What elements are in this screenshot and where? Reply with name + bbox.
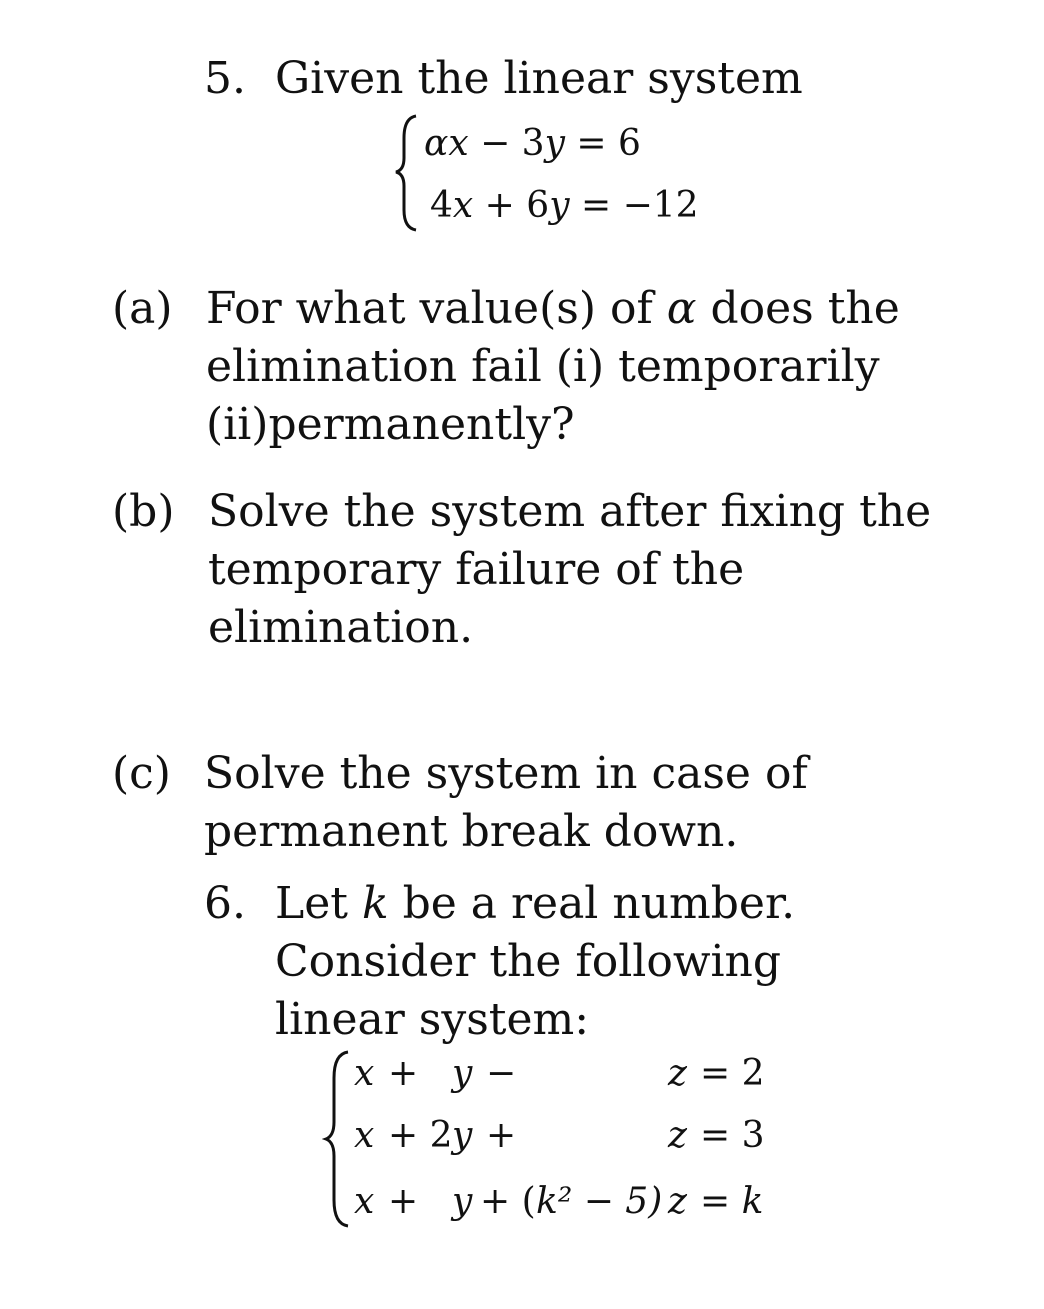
var-x: x (452, 185, 474, 226)
var-z: z (668, 1053, 687, 1094)
problem-6-number: 6. (204, 878, 246, 929)
op-plus: + (388, 1181, 419, 1222)
var-y: y (549, 185, 570, 226)
part-c-label: (c) (112, 748, 171, 799)
eq2-middle: + 6 (473, 185, 550, 226)
op-plus-paren: + ( (480, 1181, 536, 1222)
system5-equation-2 (430, 184, 699, 228)
var-z: z (668, 1115, 687, 1156)
system5-equation-1 (424, 122, 641, 166)
problem-6-line-1 (275, 875, 795, 933)
part-b-line-1: Solve the system after fixing the (208, 486, 932, 537)
part-b-label: (b) (112, 486, 175, 537)
var-y: y (452, 1115, 473, 1156)
op-plus: + (486, 1115, 517, 1156)
part-c-line-2: permanent break down. (204, 806, 739, 857)
op-minus: − (486, 1053, 517, 1094)
problem-5-number: 5. (204, 53, 246, 104)
var-x: x (354, 1053, 375, 1094)
problem-5-intro: Given the linear system (275, 53, 803, 104)
problem-6-text: Let (275, 878, 362, 929)
rhs: = 2 (700, 1053, 765, 1094)
var-x: x (354, 1115, 375, 1156)
part-a-line-3: (ii)permanently? (206, 399, 575, 450)
alpha-symbol: α (424, 123, 449, 164)
part-a-text-end: does the (696, 283, 900, 334)
left-brace-icon (322, 1048, 352, 1230)
var-y: y (452, 1053, 473, 1094)
var-y: y (452, 1181, 473, 1222)
eq2-rhs: = −12 (569, 185, 699, 226)
op-plus-coef: + 2 (388, 1115, 453, 1156)
k-squared-term: k² − 5) (536, 1181, 663, 1222)
part-b-line-2: temporary failure of the (208, 544, 745, 595)
left-brace-icon (392, 110, 422, 234)
eq2-coef: 4 (430, 185, 453, 226)
alpha-symbol: α (666, 283, 697, 334)
rhs: = k (700, 1181, 764, 1222)
eq1-middle: − 3 (468, 123, 545, 164)
var-z: z (668, 1181, 687, 1222)
var-k: k (361, 878, 389, 929)
part-a-text: For what value(s) of (206, 283, 667, 334)
var-y: y (544, 123, 565, 164)
problem-6-line-3: linear system: (275, 994, 590, 1045)
problem-6-line-2: Consider the following (275, 936, 782, 987)
part-a-label: (a) (112, 283, 173, 334)
op-plus: + (388, 1053, 419, 1094)
rhs: = 3 (700, 1115, 765, 1156)
part-a-line-1 (206, 280, 900, 338)
part-b-line-3: elimination. (208, 602, 474, 653)
problem-6-text-end: be a real number. (388, 878, 796, 929)
part-a-line-2: elimination fail (i) temporarily (206, 341, 880, 392)
var-x: x (448, 123, 469, 164)
var-x: x (354, 1181, 375, 1222)
part-c-line-1: Solve the system in case of (204, 748, 808, 799)
eq1-rhs: = 6 (564, 123, 641, 164)
